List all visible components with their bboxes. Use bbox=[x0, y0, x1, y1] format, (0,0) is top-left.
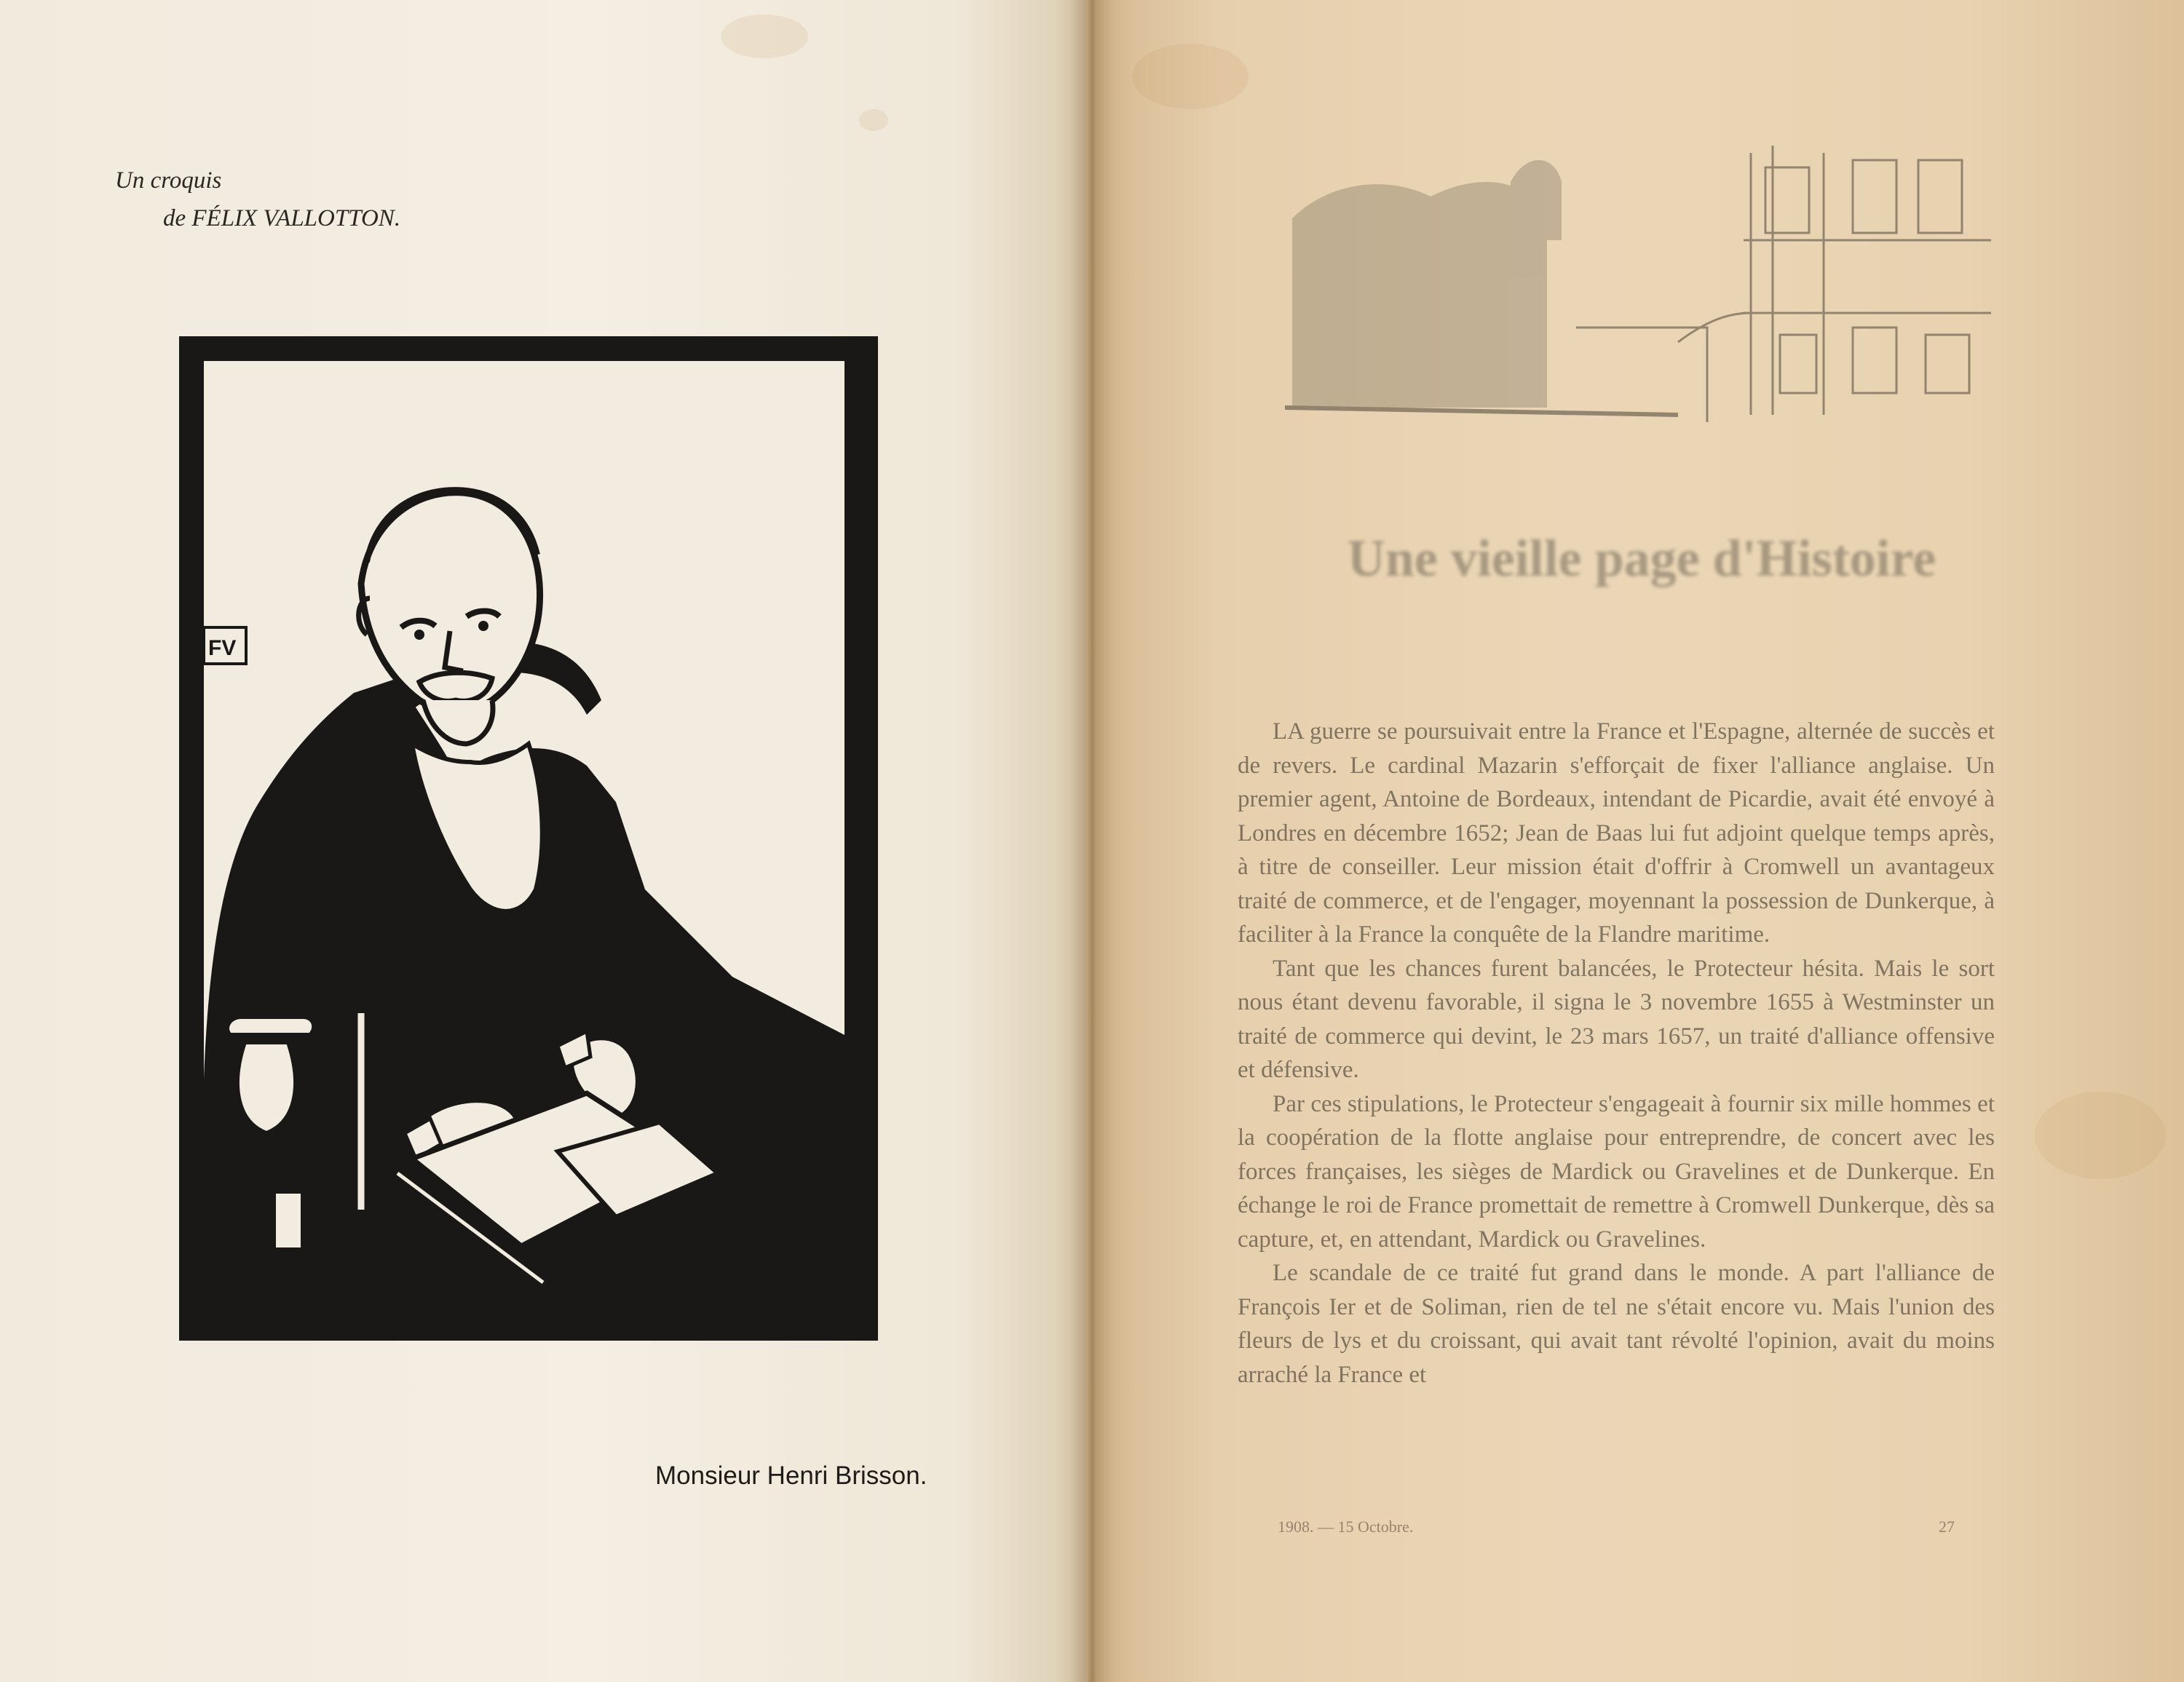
page-number: 27 bbox=[1939, 1518, 1955, 1536]
foxing-stain bbox=[2035, 1092, 2166, 1179]
portrait-caption: Monsieur Henri Brisson. bbox=[655, 1461, 927, 1490]
showthrough-paragraph: Tant que les chances furent balancées, le Protecteur hésita. Mais le sort nous étant devenu favorable, il signa le 3 novembre 1655 à Westminster un traité de commerce qui devint, le 23 mars 1657, un traité d'alliance offensive et défensive. bbox=[1238, 955, 1995, 1083]
woodcut-portrait bbox=[179, 336, 878, 1341]
left-page bbox=[0, 0, 1088, 1682]
footer-date: 1908. — 15 Octobre. bbox=[1278, 1518, 1414, 1536]
foxing-stain bbox=[859, 109, 888, 131]
showthrough-paragraph: Le scandale de ce traité fut grand dans le monde. A part l'alliance de François Ier et de Soliman, rien de tel ne s'était encore vu. Mais l'union des fleurs de lys et du croissant, qui avait tant révolté l'opinion, avait du moins arraché la France et bbox=[1238, 1260, 1995, 1388]
showthrough-paragraph: Par ces stipulations, le Protecteur s'engageait à fournir six mille hommes et la coopération de la flotte anglaise pour entreprendre, de concert avec les forces françaises, les sièges de Mardick ou Gravelines et de Dunkerque. En échange le roi de France promettait de remettre à Cromwell Dunkerque, dès sa capture, et, en attendant, Mardick ou Gravelines. bbox=[1238, 1090, 1995, 1253]
foxing-stain bbox=[721, 15, 808, 58]
showthrough-footer bbox=[1278, 1518, 1955, 1536]
illustration-credit bbox=[115, 162, 400, 237]
book-gutter bbox=[1070, 0, 1114, 1682]
foxing-stain bbox=[1132, 44, 1249, 109]
showthrough-building-illustration bbox=[1270, 138, 2027, 429]
credit-line-1: Un croquis bbox=[115, 167, 222, 194]
showthrough-paragraph: LA guerre se poursuivait entre la France et l'Espagne, alternée de succès et de revers. Le cardinal Mazarin s'efforçait de fixer l'alliance anglaise. Un premier agent, Antoine de Bordeaux, intendant de Picardie, avait été envoyé à Londres en décembre 1652; Jean de Baas lui fut adjoint quelque temps après, à titre de conseiller. Leur mission était d'offrir à Cromwell un avantageux traité de commerce, et de l'engager, moyennant la possession de Dunkerque, à faciliter à la France la conquête de la Flandre maritime. bbox=[1238, 718, 1995, 948]
artist-monogram: FV bbox=[208, 636, 237, 660]
credit-line-2: de FÉLIX VALLOTTON. bbox=[163, 205, 401, 231]
showthrough-body-text bbox=[1238, 715, 1995, 1392]
showthrough-title: Une vieille page d'Histoire bbox=[1347, 529, 1936, 587]
